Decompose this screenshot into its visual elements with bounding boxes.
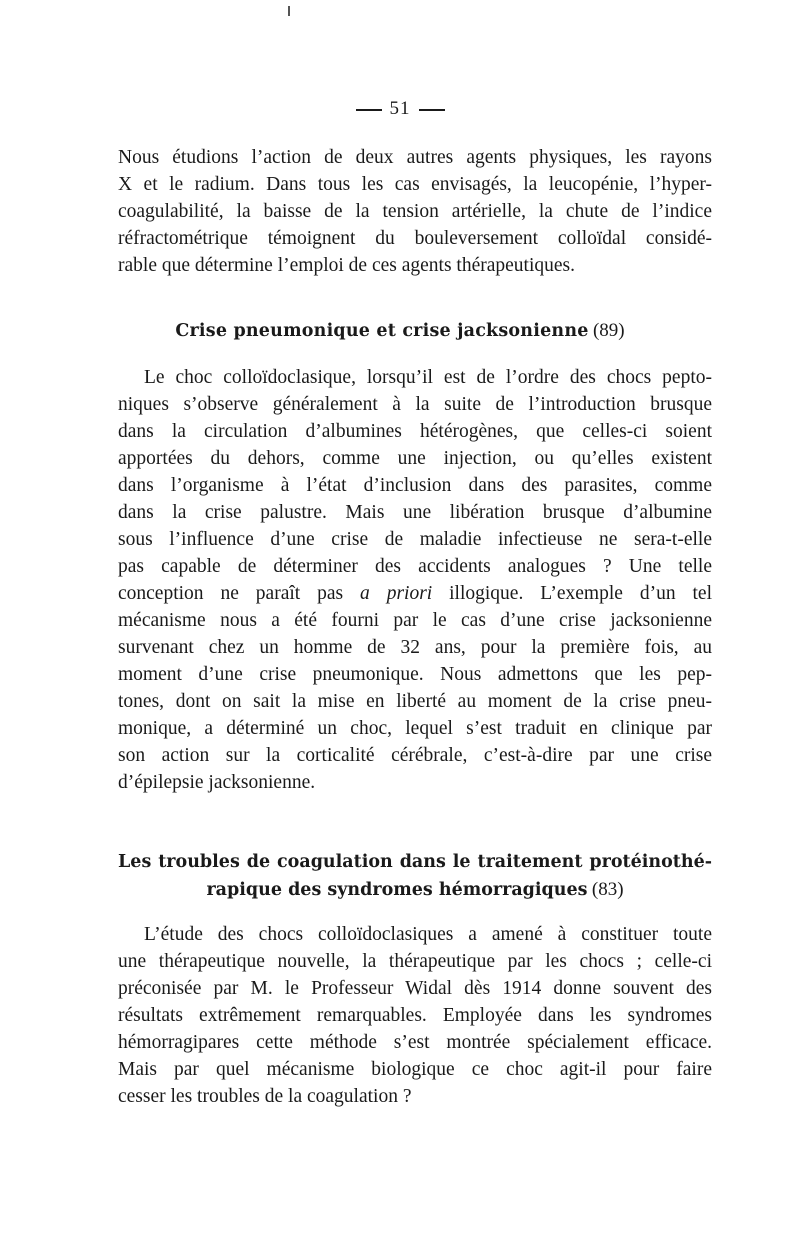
text-line: pas capable de déterminer des accidents analogues ? Une telle: [118, 556, 712, 577]
text-line: survenant chez un homme de 32 ans, pour la première fois, au: [118, 637, 712, 658]
section-heading-coagulation: [118, 848, 712, 904]
paragraph-intro: [118, 144, 712, 279]
section-heading-title-line2: rapique des syndromes hémorragiques: [206, 880, 588, 900]
text-line: Le choc colloïdoclasique, lorsqu’il est de l’ordre des chocs pepto-: [144, 367, 712, 388]
dash-left: [356, 109, 382, 111]
section-heading-title-line1: Les troubles de coagulation dans le traitement protéinothé-: [118, 852, 712, 872]
text-line: d’épilepsie jacksonienne.: [118, 772, 316, 793]
text-line: tones, dont on sait la mise en liberté au moment de la crise pneu-: [118, 691, 712, 712]
text-line: dans la circulation d’albumines hétérogènes, que celles-ci soient: [118, 421, 712, 442]
text-line: apportées du dehors, comme une injection, ou qu’elles existent: [118, 448, 712, 469]
text-line: moment d’une crise pneumonique. Nous admettons que les pep-: [118, 664, 712, 685]
text-line: L’étude des chocs colloïdoclasiques a amené à constituer toute: [144, 924, 712, 945]
paragraph-crise: [118, 364, 712, 796]
text-line: résultats extrêmement remarquables. Employée dans les syndromes: [118, 1005, 712, 1026]
text-line: X et le radium. Dans tous les cas envisagés, la leucopénie, l’hyper-: [118, 174, 712, 195]
text-line: mécanisme nous a été fourni par le cas d’une crise jacksonienne: [118, 610, 712, 631]
text-line: réfractométrique témoignent du bouleversement colloïdal considé-: [118, 228, 712, 249]
section-heading-title: Crise pneumonique et crise jacksonienne: [175, 321, 589, 341]
text-line: son action sur la corticalité cérébrale, c’est-à-dire par une crise: [118, 745, 712, 766]
scan-mark: [288, 6, 290, 16]
page-number: [0, 98, 800, 120]
text-line: hémorragipares cette méthode s’est montrée spécialement efficace.: [118, 1032, 712, 1053]
dash-right: [419, 109, 445, 111]
text-line: dans l’organisme à l’état d’inclusion dans des parasites, comme: [118, 475, 712, 496]
text-line: Nous étudions l’action de deux autres agents physiques, les rayons: [118, 147, 712, 168]
text-line: sous l’influence d’une crise de maladie infectieuse ne sera-t-elle: [118, 529, 712, 550]
text-line: cesser les troubles de la coagulation ?: [118, 1086, 412, 1107]
text-line: une thérapeutique nouvelle, la thérapeutique par les chocs ; celle-ci: [118, 951, 712, 972]
section-heading-crise: [0, 317, 800, 345]
text-line: coagulabilité, la baisse de la tension artérielle, la chute de l’indice: [118, 201, 712, 222]
text-line: Mais par quel mécanisme biologique ce choc agit-il pour faire: [118, 1059, 712, 1080]
text-line: niques s’observe généralement à la suite de l’introduction brusque: [118, 394, 712, 415]
text-line-italic: [118, 580, 712, 607]
paragraph-coagulation: [118, 921, 712, 1110]
text-line: préconisée par M. le Professeur Widal dès 1914 donne souvent des: [118, 978, 712, 999]
text-fragment: conception ne paraît pas: [118, 583, 361, 604]
section-heading-ref: (83): [591, 879, 624, 900]
section-heading-ref: (89): [592, 320, 625, 341]
text-line: rable que détermine l’emploi de ces agents thérapeutiques.: [118, 255, 575, 276]
text-fragment: illogique. L’exemple d’un tel: [432, 583, 712, 604]
text-line: dans la crise palustre. Mais une libération brusque d’albumine: [118, 502, 712, 523]
text-line: monique, a déterminé un choc, lequel s’est traduit en clinique par: [118, 718, 712, 739]
page-number-value: 51: [389, 98, 411, 119]
italic-phrase: a priori: [360, 583, 433, 604]
